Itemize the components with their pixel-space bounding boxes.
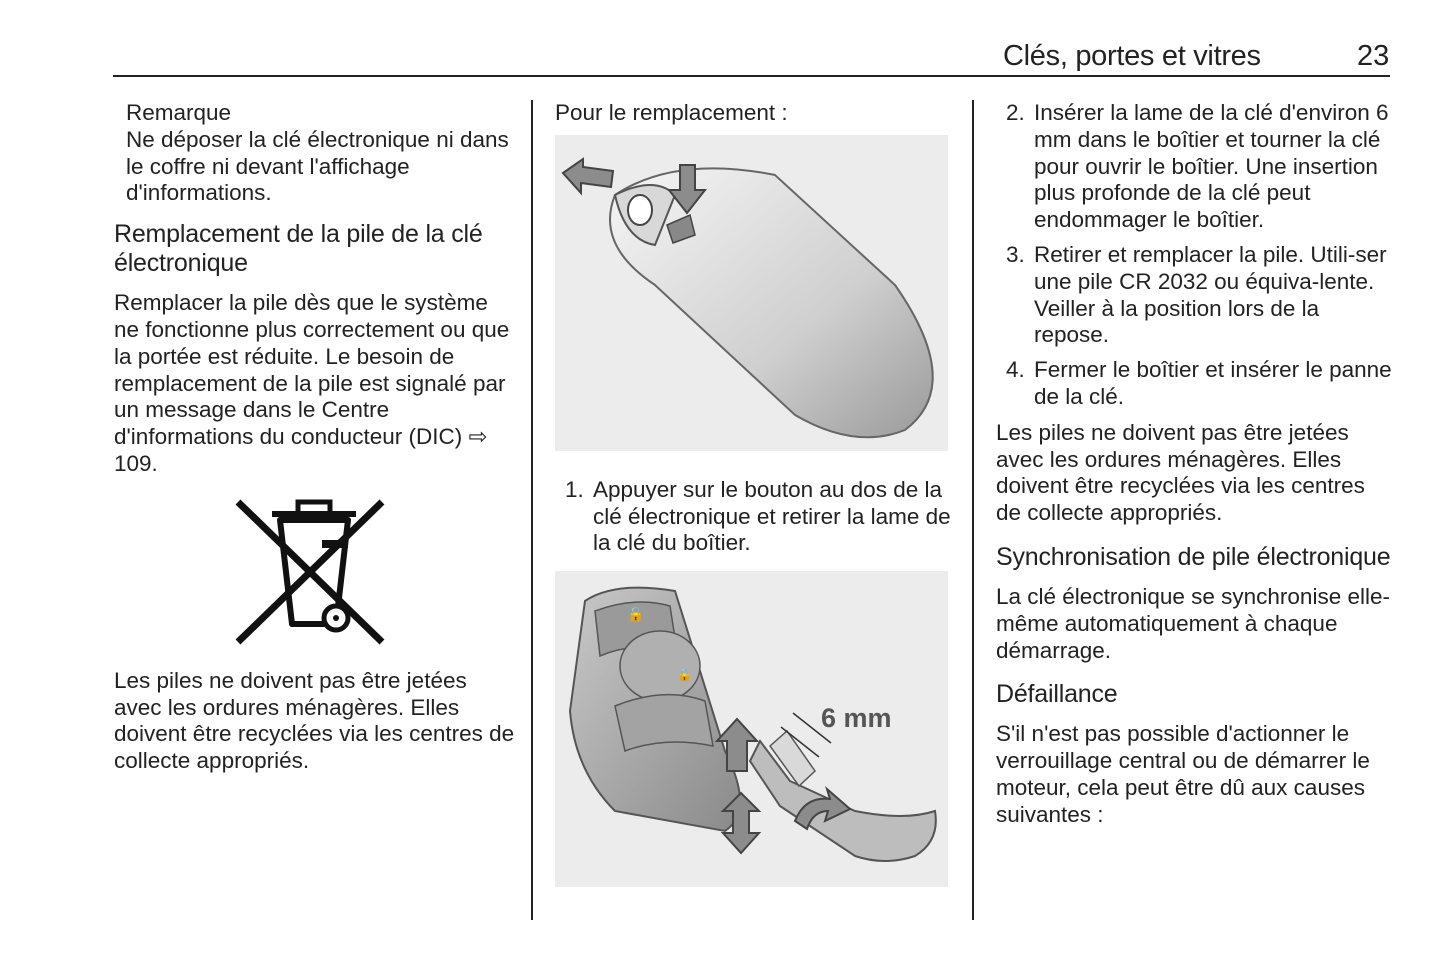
step-4-number: 4. [1006, 357, 1025, 383]
disposal-paragraph-2: Les piles ne doivent pas être jetées avec les ordures ménagères. Elles doivent être recyclées via les centres de collecte appropriés. [996, 419, 1365, 526]
column-3 [996, 100, 1394, 829]
recycling-bin-crossed-icon [232, 496, 390, 648]
step-3-number: 3. [1006, 241, 1025, 267]
failure-paragraph: S'il n'est pas possible d'actionner le verrouillage central ou de démarrer le moteur, cela peut être dû aux causes suivantes : [996, 721, 1370, 827]
section-title: Clés, portes et vitres [1003, 40, 1261, 72]
sync-paragraph: La clé électronique se synchronise elle-même automatiquement à chaque démarrage. [996, 583, 1390, 663]
battery-paragraph [114, 290, 519, 478]
page-reference-link[interactable]: 109. [114, 450, 158, 476]
column-divider-2 [972, 100, 974, 920]
section-heading-battery: Remplacement de la pile de la clé électronique [114, 220, 483, 278]
svg-text:🔓: 🔓 [627, 607, 645, 624]
step-1 [555, 477, 955, 557]
page-number: 23 [1357, 40, 1390, 72]
step-3-text: Retirer et remplacer la pile. Utili-ser une pile CR 2032 ou équiva-lente. Veiller à la position lors de la repose. [1034, 241, 1387, 348]
step-2-number: 2. [1006, 100, 1025, 125]
step-1-number: 1. [565, 476, 584, 502]
disposal-paragraph: Les piles ne doivent pas être jetées avec les ordures ménagères. Elles doivent être recyclées via les centres de collecte appropriés. [114, 667, 515, 774]
step-3 [996, 242, 1394, 349]
section-heading-sync: Synchronisation de pile électronique [996, 542, 1391, 571]
key-fob-back-illustration [555, 135, 948, 451]
header-rule [113, 75, 1390, 77]
note-body: Ne déposer la clé électronique ni dans le coffre ni devant l'affichage d'informations. [126, 126, 509, 206]
step-2-text: Insérer la lame de la clé d'environ 6 mm dans le boîtier et tourner la clé pour ouvrir le boîtier. Une insertion plus profonde de la clé peut endommager le boîtier. [1034, 100, 1389, 233]
replacement-intro: Pour le remplacement : [555, 100, 788, 125]
battery-paragraph-text: Remplacer la pile dès que le système ne fonctionne plus correctement ou que la portée est réduite. Le besoin de remplacement de la pile est signalé par un message dans le Centre d'informations du conducteur (DIC) [114, 290, 510, 450]
step-4-text: Fermer le boîtier et insérer le panne de la clé. [1034, 357, 1392, 409]
page-reference-arrow-icon: ⇨ [468, 424, 488, 450]
column-1 [114, 100, 519, 775]
key-fob-blade-illustration [555, 571, 948, 887]
note-title: Remarque [126, 100, 232, 125]
section-heading-failure: Défaillance [996, 680, 1118, 709]
step-1-text: Appuyer sur le bouton au dos de la clé électronique et retirer la lame de la clé du boîtier. [593, 476, 951, 556]
svg-text:🔒: 🔒 [677, 668, 692, 683]
column-2 [555, 100, 955, 887]
step-2 [996, 100, 1394, 234]
dimension-label: 6 mm [821, 703, 892, 734]
column-divider-1 [531, 100, 533, 920]
step-4 [996, 357, 1394, 411]
